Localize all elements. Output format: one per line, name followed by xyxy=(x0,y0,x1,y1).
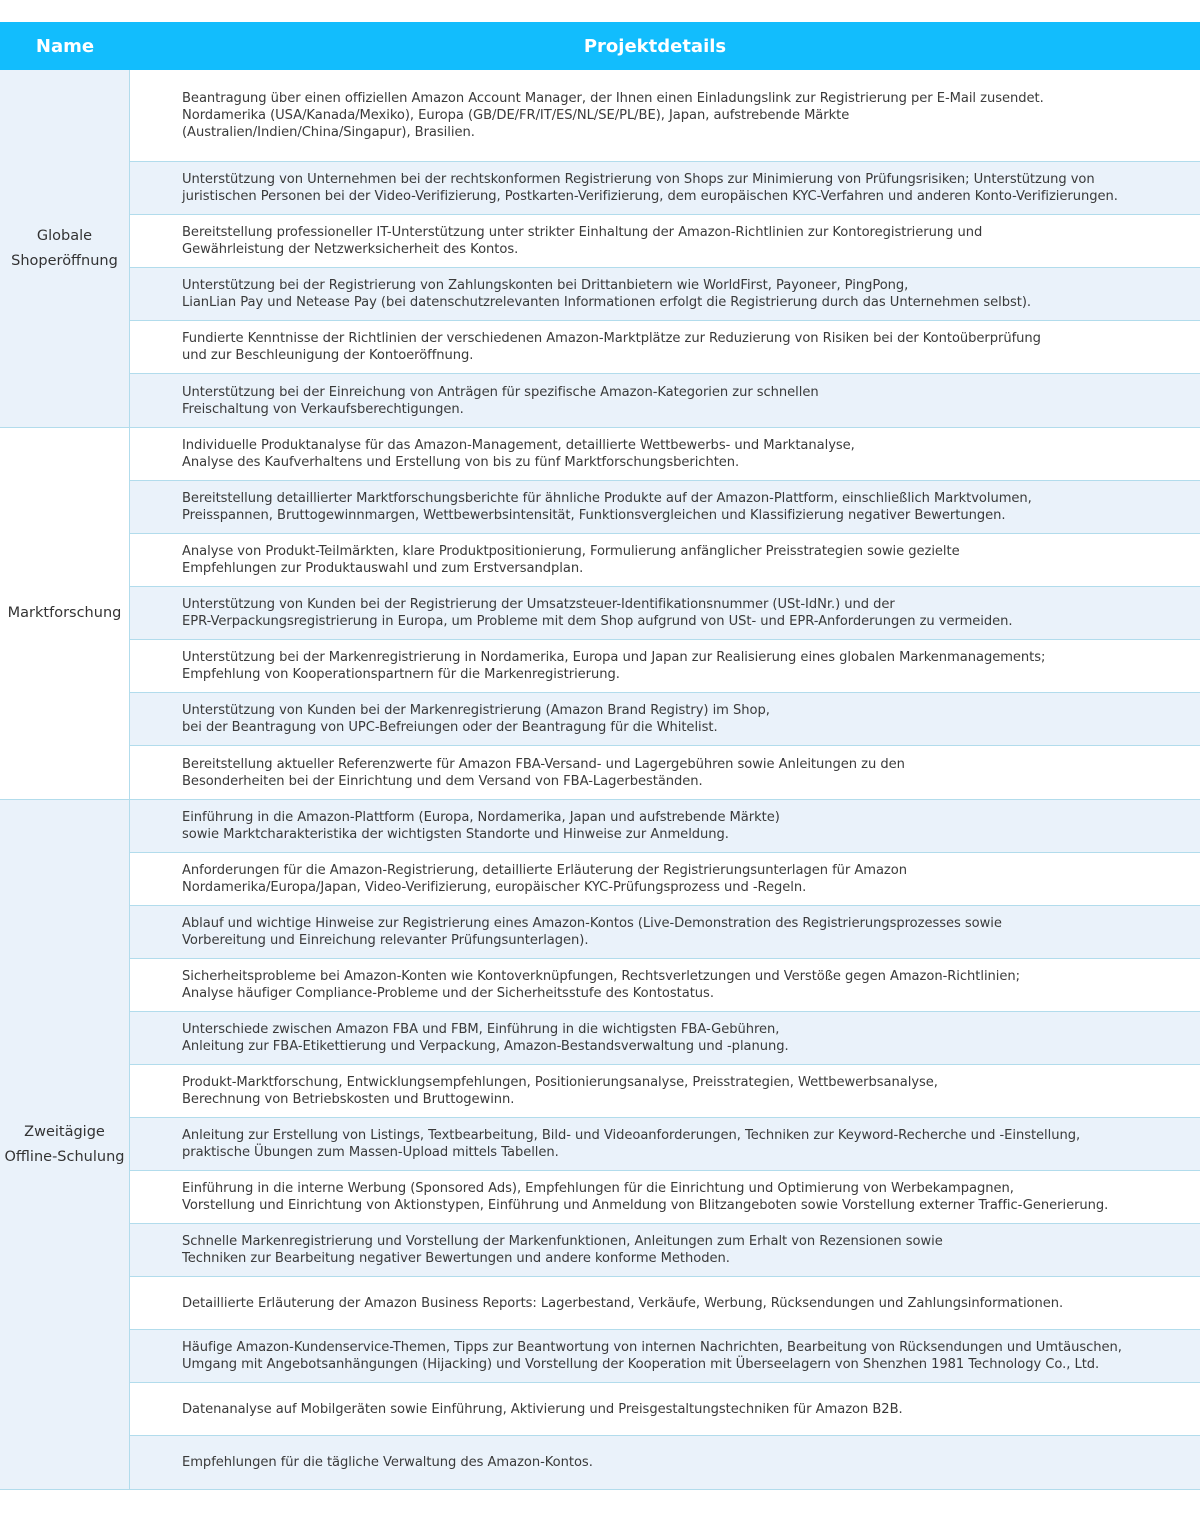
table-row: Unterstützung bei der Registrierung von Zahlungskonten bei Drittanbietern wie WorldFirst, Payoneer, PingPong, LianLian Pay und Netease Pay (bei datenschutzrelevanten Informationen erfolgt die Registrierung durch das Unternehmen selbst). xyxy=(130,268,1200,321)
table-row: Unterstützung bei der Markenregistrierung in Nordamerika, Europa und Japan zur Realisierung eines globalen Markenmanagements; Empfehlung von Kooperationspartnern für die Markenregistrierung. xyxy=(130,640,1200,693)
table-row: Analyse von Produkt-Teilmärkten, klare Produktpositionierung, Formulierung anfänglicher Preisstrategien sowie gezielte Empfehlungen zur Produktauswahl und zum Erstversandplan. xyxy=(130,534,1200,587)
group-market-research xyxy=(0,428,1200,800)
table-header xyxy=(0,22,1200,70)
table-row: Individuelle Produktanalyse für das Amazon-Management, detaillierte Wettbewerbs- und Marktanalyse, Analyse des Kaufverhaltens und Erstellung von bis zu fünf Marktforschungsberichten. xyxy=(130,428,1200,481)
group-name-line: Globale xyxy=(36,227,93,244)
header-details: Projektdetails xyxy=(583,35,727,57)
table-row: Anleitung zur Erstellung von Listings, Textbearbeitung, Bild- und Videoanforderungen, Techniken zur Keyword-Recherche und -Einstellung, praktische Übungen zum Massen-Upload mittels Tabellen. xyxy=(130,1118,1200,1171)
table-row: Datenanalyse auf Mobilgeräten sowie Einführung, Aktivierung und Preisgestaltungstechniken für Amazon B2B. xyxy=(130,1383,1200,1436)
table-row: Unterstützung von Kunden bei der Registrierung der Umsatzsteuer-Identifikationsnummer (USt-IdNr.) und der EPR-Verpackungsregistrierung in Europa, um Probleme mit dem Shop aufgrund von USt- und EPR-Anforderungen zu vermeiden. xyxy=(130,587,1200,640)
table-row: Detaillierte Erläuterung der Amazon Business Reports: Lagerbestand, Verkäufe, Werbung, Rücksendungen und Zahlungsinformationen. xyxy=(130,1277,1200,1330)
table-row: Unterstützung bei der Einreichung von Anträgen für spezifische Amazon-Kategorien zur schnellen Freischaltung von Verkaufsberechtigungen. xyxy=(130,374,1200,427)
group-name xyxy=(0,428,130,799)
group-name-line: Offline-Schulung xyxy=(4,1148,125,1165)
table-row: Beantragung über einen offiziellen Amazon Account Manager, der Ihnen einen Einladungslink zur Registrierung per E-Mail zusendet. Nordamerika (USA/Kanada/Mexiko), Europa (GB/DE/FR/IT/ES/NL/SE/PL/BE), Japan, aufstrebende Märkte (Australien/Indien/China/Singapur), Brasilien. xyxy=(130,70,1200,162)
group-global-shop-opening xyxy=(0,70,1200,428)
table-row: Fundierte Kenntnisse der Richtlinien der verschiedenen Amazon-Marktplätze zur Reduzierung von Risiken bei der Kontoüberprüfung und zur Beschleunigung der Kontoeröffnung. xyxy=(130,321,1200,374)
table-row: Ablauf und wichtige Hinweise zur Registrierung eines Amazon-Kontos (Live-Demonstration des Registrierungsprozesses sowie Vorbereitung und Einreichung relevanter Prüfungsunterlagen). xyxy=(130,906,1200,959)
table-row: Unterschiede zwischen Amazon FBA und FBM, Einführung in die wichtigsten FBA-Gebühren, Anleitung zur FBA-Etikettierung und Verpackung, Amazon-Bestandsverwaltung und -planung. xyxy=(130,1012,1200,1065)
table-row: Häufige Amazon-Kundenservice-Themen, Tipps zur Beantwortung von internen Nachrichten, Bearbeitung von Rücksendungen und Umtäuschen, Umgang mit Angebotsanhängungen (Hijacking) und Vorstellung der Kooperation mit Überseelagern von Shenzhen 1981 Technology Co., Ltd. xyxy=(130,1330,1200,1383)
table-row: Sicherheitsprobleme bei Amazon-Konten wie Kontoverknüpfungen, Rechtsverletzungen und Verstöße gegen Amazon-Richtlinien; Analyse häufiger Compliance-Probleme und der Sicherheitsstufe des Kontostatus. xyxy=(130,959,1200,1012)
project-table xyxy=(0,22,1200,1490)
table-row: Unterstützung von Kunden bei der Markenregistrierung (Amazon Brand Registry) im Shop, bei der Beantragung von UPC-Befreiungen oder der Beantragung für die Whitelist. xyxy=(130,693,1200,746)
table-row: Produkt-Marktforschung, Entwicklungsempfehlungen, Positionierungsanalyse, Preisstrategien, Wettbewerbsanalyse, Berechnung von Betriebskosten und Bruttogewinn. xyxy=(130,1065,1200,1118)
group-offline-training xyxy=(0,800,1200,1490)
table-row: Unterstützung von Unternehmen bei der rechtskonformen Registrierung von Shops zur Minimierung von Prüfungsrisiken; Unterstützung von juristischen Personen bei der Video-Verifizierung, Postkarten-Verifizierung, dem europäischen KYC-Verfahren und anderen Konto-Verifizierungen. xyxy=(130,162,1200,215)
table-row: Empfehlungen für die tägliche Verwaltung des Amazon-Kontos. xyxy=(130,1436,1200,1489)
group-name-line: Marktforschung xyxy=(7,605,122,621)
table-row: Einführung in die Amazon-Plattform (Europa, Nordamerika, Japan und aufstrebende Märkte) sowie Marktcharakteristika der wichtigsten Standorte und Hinweise zur Anmeldung. xyxy=(130,800,1200,853)
table-row: Bereitstellung aktueller Referenzwerte für Amazon FBA-Versand- und Lagergebühren sowie Anleitungen zu den Besonderheiten bei der Einrichtung und dem Versand von FBA-Lagerbeständen. xyxy=(130,746,1200,799)
group-name-line: Zweitägige xyxy=(24,1123,105,1140)
group-name xyxy=(0,800,130,1489)
group-name-line: Shoperöffnung xyxy=(11,252,118,269)
header-name: Name xyxy=(35,35,95,57)
group-name xyxy=(0,70,130,427)
table-row: Anforderungen für die Amazon-Registrierung, detaillierte Erläuterung der Registrierungsunterlagen für Amazon Nordamerika/Europa/Japan, Video-Verifizierung, europäischer KYC-Prüfungsprozess und -Regeln. xyxy=(130,853,1200,906)
table-row: Bereitstellung detaillierter Marktforschungsberichte für ähnliche Produkte auf der Amazon-Plattform, einschließlich Marktvolumen, Preisspannen, Bruttogewinnmargen, Wettbewerbsintensität, Funktionsvergleichen und Klassifizierung negativer Bewertungen. xyxy=(130,481,1200,534)
table-row: Bereitstellung professioneller IT-Unterstützung unter strikter Einhaltung der Amazon-Richtlinien zur Kontoregistrierung und Gewährleistung der Netzwerksicherheit des Kontos. xyxy=(130,215,1200,268)
table-row: Einführung in die interne Werbung (Sponsored Ads), Empfehlungen für die Einrichtung und Optimierung von Werbekampagnen, Vorstellung und Einrichtung von Aktionstypen, Einführung und Anmeldung von Blitzangeboten sowie Vorstellung externer Traffic-Generierung. xyxy=(130,1171,1200,1224)
table-row: Schnelle Markenregistrierung und Vorstellung der Markenfunktionen, Anleitungen zum Erhalt von Rezensionen sowie Techniken zur Bearbeitung negativer Bewertungen und andere konforme Methoden. xyxy=(130,1224,1200,1277)
